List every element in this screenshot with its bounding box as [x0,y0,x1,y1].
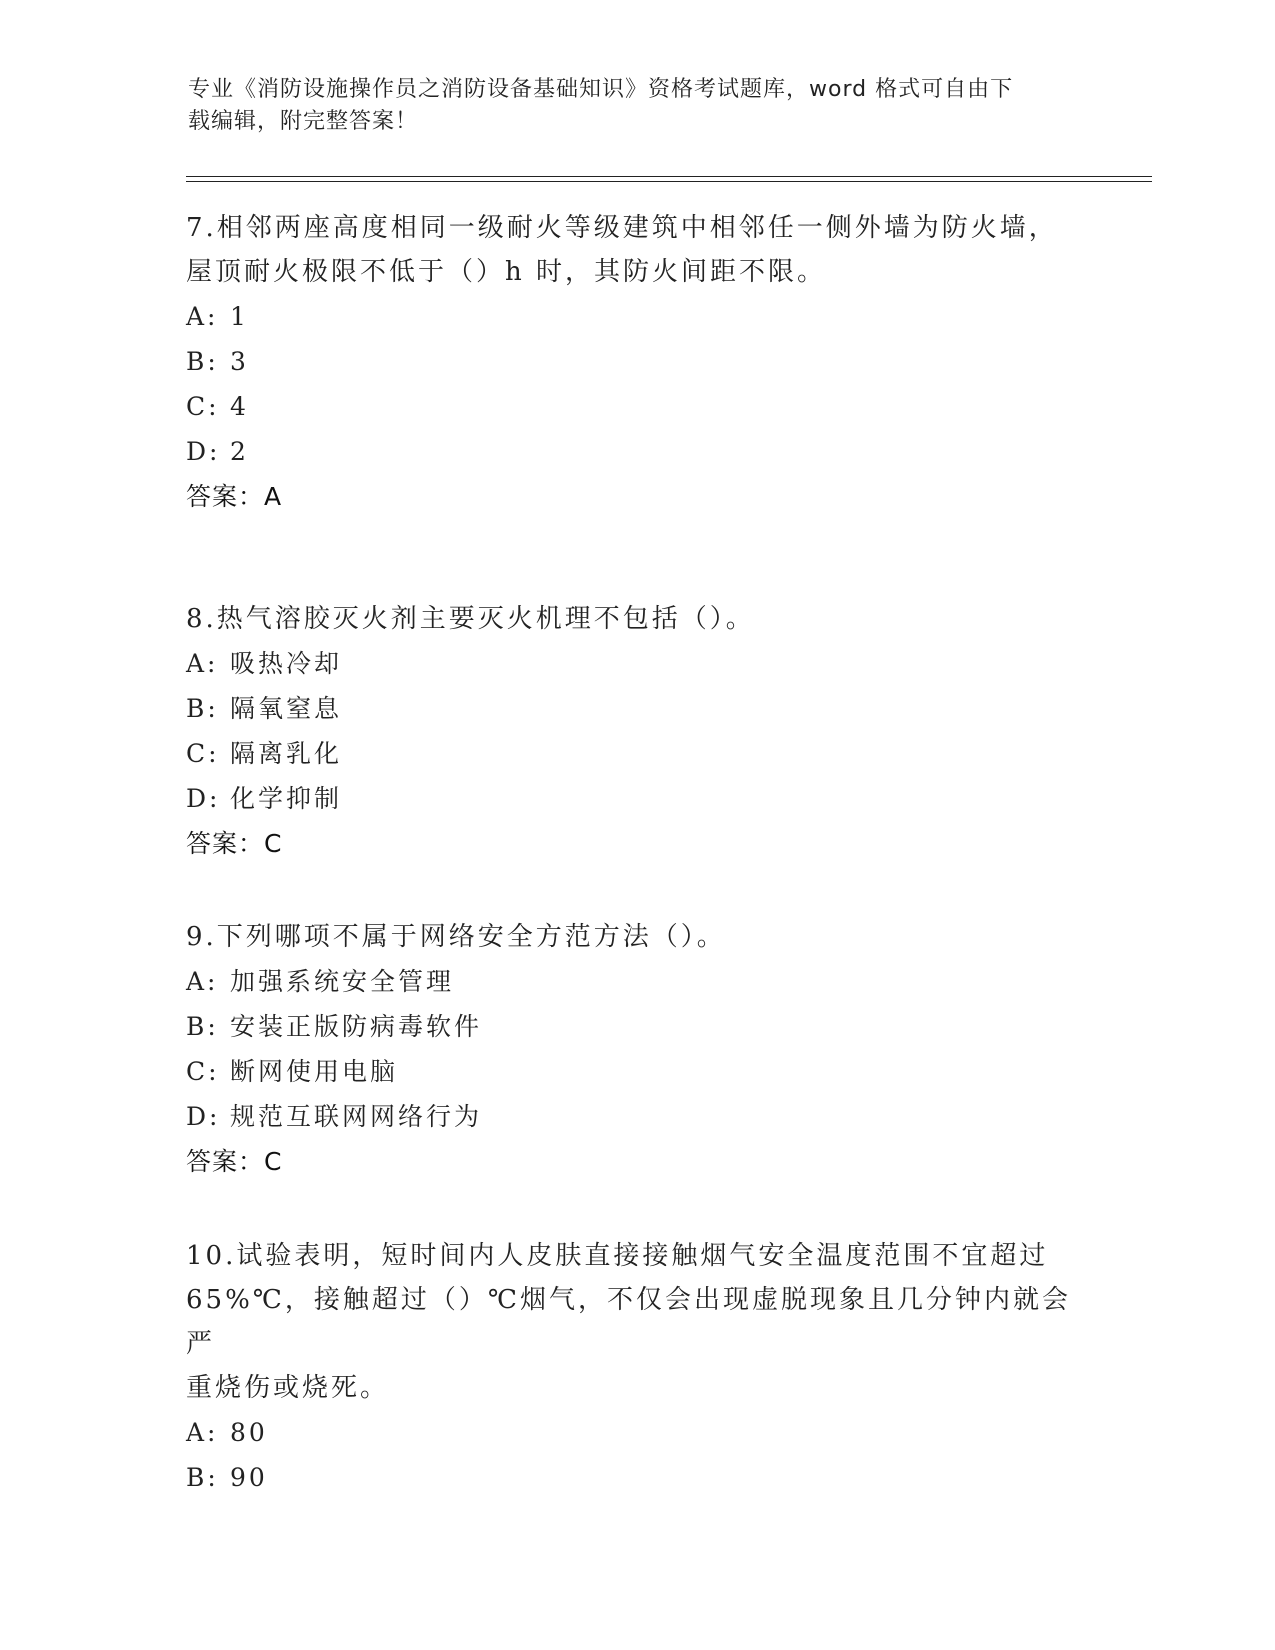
question-9 [186,915,1086,1184]
question-8 [186,597,1086,866]
document-header [188,74,1088,138]
option-a [186,1410,1086,1455]
option-c [186,384,1086,429]
option-value: 断网使用电脑 [230,1057,399,1086]
option-value: 90 [230,1463,268,1492]
option-a [186,641,1086,686]
option-value: 3 [230,347,249,376]
answer: 答案：C [186,1147,283,1176]
question-text-line: 65%℃，接触超过（）℃烟气，不仅会出现虚脱现象且几分钟内就会严 [186,1285,1071,1359]
question-text-line: 10.试验表明，短时间内人皮肤直接接触烟气安全温度范围不宜超过 [186,1241,1049,1271]
option-d [186,776,1086,821]
option-key: C: [186,1057,220,1086]
option-b [186,1004,1086,1049]
option-value: 吸热冷却 [230,649,343,678]
option-value: 隔氧窒息 [230,694,343,723]
option-value: 加强系统安全管理 [230,967,455,996]
header-line-1: 专业《消防设施操作员之消防设备基础知识》资格考试题库，word 格式可自由下 [188,77,1014,102]
option-value: 1 [230,302,249,331]
option-key: A: [186,1418,219,1447]
header-divider-bottom [186,181,1152,182]
option-key: B: [186,1463,219,1492]
option-key: D: [186,784,221,813]
option-a [186,294,1086,339]
option-key: A: [186,967,219,996]
option-b [186,686,1086,731]
option-value: 4 [230,392,249,421]
option-key: C: [186,392,220,421]
option-key: C: [186,739,220,768]
option-d [186,1094,1086,1139]
header-line-2: 载编辑，附完整答案！ [188,109,419,134]
option-key: A: [186,649,219,678]
option-key: B: [186,694,219,723]
question-text-line: 7.相邻两座高度相同一级耐火等级建筑中相邻任一侧外墙为防火墙， [186,213,1058,243]
option-b [186,339,1086,384]
option-b [186,1455,1086,1500]
option-key: B: [186,347,219,376]
option-key: A: [186,302,219,331]
question-text-line: 9.下列哪项不属于网络安全方范方法（）。 [186,922,726,952]
answer: 答案：C [186,829,283,858]
option-c [186,1049,1086,1094]
option-d [186,429,1086,474]
option-key: D: [186,1102,221,1131]
header-divider-top [186,176,1152,177]
answer: 答案：A [186,482,283,511]
question-text-line: 8.热气溶胶灭火剂主要灭火机理不包括（）。 [186,604,755,634]
option-value: 隔离乳化 [230,739,343,768]
option-value: 2 [230,437,249,466]
option-c [186,731,1086,776]
option-value: 安装正版防病毒软件 [230,1012,483,1041]
option-value: 化学抑制 [230,784,343,813]
question-text-line: 屋顶耐火极限不低于（）h 时，其防火间距不限。 [186,257,827,287]
option-key: D: [186,437,221,466]
option-value: 规范互联网网络行为 [230,1102,483,1131]
option-value: 80 [230,1418,268,1447]
question-7 [186,206,1086,519]
question-text-line: 重烧伤或烧死。 [186,1373,390,1403]
option-a [186,959,1086,1004]
question-10 [186,1234,1086,1500]
option-key: B: [186,1012,219,1041]
